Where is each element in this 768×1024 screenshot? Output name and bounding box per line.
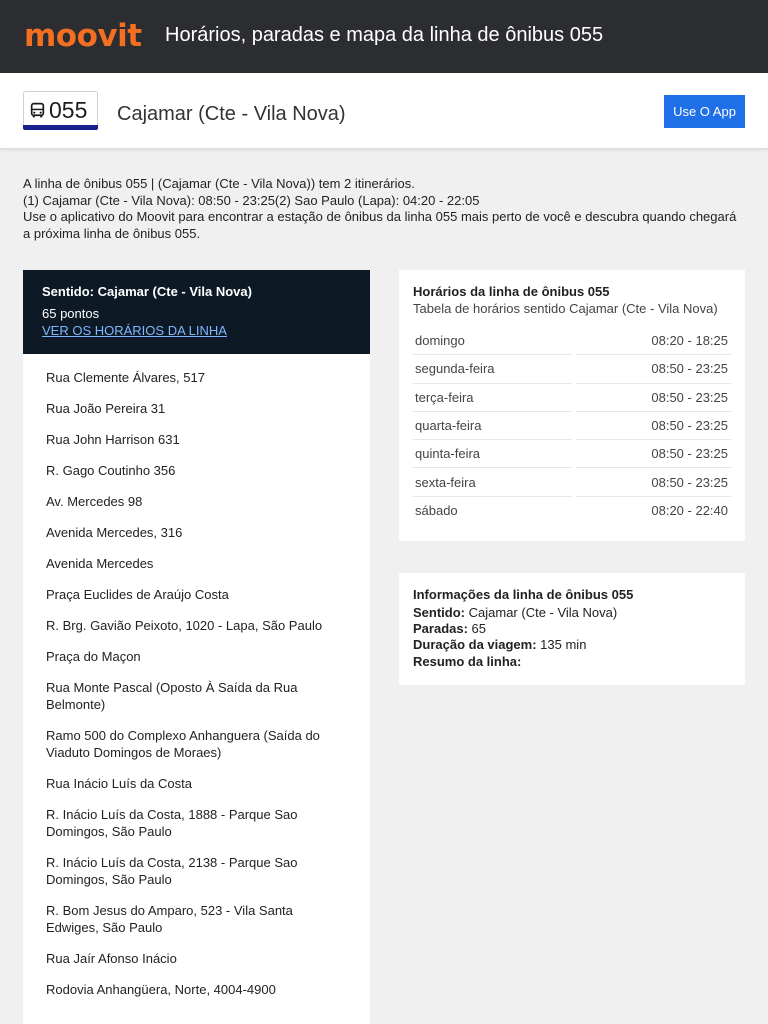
schedule-row [413, 355, 731, 383]
direction-title: Sentido: Cajamar (Cte - Vila Nova) [42, 284, 252, 299]
view-schedule-link[interactable]: VER OS HORÁRIOS DA LINHA [42, 323, 227, 338]
schedule-time: 08:50 - 23:25 [576, 468, 731, 496]
schedule-time: 08:50 - 23:25 [576, 440, 731, 468]
stop-item[interactable]: Av. Mercedes 98 [46, 494, 143, 509]
stop-item[interactable]: Rua Inácio Luís da Costa [46, 776, 192, 791]
line-number: 055 [49, 96, 88, 123]
schedule-subtitle: Tabela de horários sentido Cajamar (Cte - Vila Nova) [413, 301, 718, 316]
info-stops-label: Paradas: [413, 621, 468, 637]
page-title: Horários, paradas e mapa da linha de ônibus 055 [165, 24, 604, 46]
intro-line: Use o aplicativo do Moovit para encontrar a estação de ônibus da linha 055 mais perto de você e descubra quando chegará a próxima linha de ônibus 055. [23, 209, 737, 241]
info-card [399, 573, 745, 685]
bus-icon [29, 102, 46, 119]
info-duration [413, 637, 731, 653]
stops-count: 65 pontos [42, 306, 100, 321]
stop-item[interactable]: R. Inácio Luís da Costa, 1888 - Parque Sao Domingos, São Paulo [46, 807, 298, 839]
info-direction-value: Cajamar (Cte - Vila Nova) [468, 605, 618, 620]
stop-item[interactable]: R. Bom Jesus do Amparo, 523 - Vila Santa Edwiges, São Paulo [46, 903, 293, 935]
top-bar [0, 0, 768, 73]
schedule-day: domingo [413, 327, 572, 355]
stop-item[interactable]: Praça do Maçon [46, 649, 141, 664]
schedule-row [413, 384, 731, 412]
route-name: Cajamar (Cte - Vila Nova) [117, 103, 346, 125]
stop-item[interactable]: Ramo 500 do Complexo Anhanguera (Saída do Viaduto Domingos de Moraes) [46, 728, 320, 760]
direction-panel [23, 270, 370, 1024]
info-direction-label: Sentido: [413, 605, 465, 620]
info-summary-label: Resumo da linha: [413, 653, 522, 669]
stop-item[interactable]: Rua Jaír Afonso Inácio [46, 951, 177, 966]
info-stops-value: 65 [471, 621, 487, 637]
stop-item[interactable]: Avenida Mercedes, 316 [46, 525, 183, 540]
direction-header [23, 270, 370, 354]
schedule-row [413, 468, 731, 496]
schedule-day: quinta-feira [413, 440, 572, 468]
schedule-day: sábado [415, 503, 458, 519]
line-badge [23, 91, 98, 129]
schedule-title: Horários da linha de ônibus 055 [413, 284, 610, 299]
stop-item[interactable]: Rua John Harrison 631 [46, 432, 180, 447]
schedule-time: 08:20 - 22:40 [651, 503, 728, 519]
intro-text [23, 176, 743, 242]
info-summary [413, 654, 731, 670]
schedule-time: 08:50 - 23:25 [576, 355, 731, 383]
line-header [0, 73, 768, 149]
intro-line: (1) Cajamar (Cte - Vila Nova): 08:50 - 23:25(2) Sao Paulo (Lapa): 04:20 - 22:05 [23, 192, 480, 208]
schedule-row [413, 440, 731, 468]
info-duration-label: Duração da viagem: [413, 637, 537, 653]
schedule-row [413, 327, 731, 355]
stop-item[interactable]: Praça Euclides de Araújo Costa [46, 587, 229, 602]
stop-item[interactable]: Rua João Pereira 31 [46, 401, 166, 416]
schedule-row [413, 497, 731, 525]
schedule-day: terça-feira [413, 384, 572, 412]
intro-line: A linha de ônibus 055 | (Cajamar (Cte - Vila Nova)) tem 2 itinerários. [23, 176, 415, 191]
stop-item[interactable]: R. Gago Coutinho 356 [46, 463, 176, 478]
stop-item[interactable]: Rua Monte Pascal (Oposto À Saída da Rua Belmonte) [46, 680, 298, 712]
info-stops [413, 621, 731, 637]
use-app-button[interactable]: Use O App [664, 95, 745, 128]
schedule-row [413, 412, 731, 440]
stop-item[interactable]: Rua Clemente Álvares, 517 [46, 370, 205, 385]
stop-item[interactable]: Avenida Mercedes [46, 556, 154, 571]
schedule-day: sexta-feira [413, 468, 572, 496]
info-title: Informações da linha de ônibus 055 [413, 587, 634, 602]
stop-item[interactable]: R. Brg. Gavião Peixoto, 1020 - Lapa, São Paulo [46, 618, 323, 633]
stops-list [23, 354, 370, 1013]
schedule-day: segunda-feira [413, 355, 572, 383]
schedule-table [413, 327, 731, 525]
moovit-logo[interactable]: moovit [24, 18, 142, 54]
schedule-time: 08:20 - 18:25 [576, 327, 731, 355]
stop-item[interactable]: Rodovia Anhangüera, Norte, 4004-4900 [46, 982, 276, 997]
schedule-day: quarta-feira [413, 412, 572, 440]
schedule-time: 08:50 - 23:25 [576, 384, 731, 412]
stop-item[interactable]: R. Inácio Luís da Costa, 2138 - Parque Sao Domingos, São Paulo [46, 855, 298, 887]
schedule-time: 08:50 - 23:25 [576, 412, 731, 440]
schedule-card [399, 270, 745, 541]
info-direction [413, 605, 731, 621]
info-duration-value: 135 min [540, 637, 587, 653]
